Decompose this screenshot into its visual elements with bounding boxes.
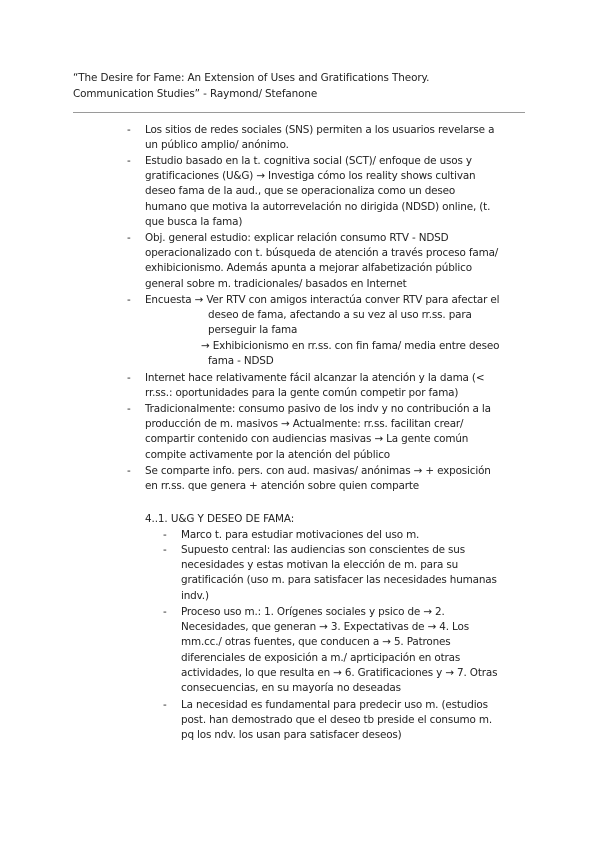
list-item-line: necesidades y estas motivan la elección de m. para su [181,559,459,572]
list-item-line: Tradicionalmente: consumo pasivo de los indv y no contribución a la [145,403,491,415]
list-item [181,543,497,604]
list-item-line: post. han demostrado que el deseo tb preside el consumo m. [181,714,492,727]
list-item-line: diferenciales de exposición a m./ aprticipación en otras [181,651,461,664]
list-item [145,371,484,401]
bullet-dash: - [163,699,167,711]
list-item [145,154,490,230]
list-item-line: Internet hace relativamente fácil alcanzar la atención y la dama (< [145,372,485,384]
list-item [145,231,498,292]
bullet-dash: - [163,544,167,556]
bullet-dash: - [163,606,167,618]
header-divider [73,112,525,113]
list-item [145,123,494,153]
list-item-line: exhibicionismo. Además apunta a mejorar alfabetización público [145,262,472,275]
list-item [181,605,497,696]
list-item-line: operacionalizado con t. búsqueda de atención a través proceso fama/ [145,247,499,260]
list-item-line: Encuesta → Ver RTV con amigos interactúa conver RTV para afectar el [145,294,500,306]
list-item-line: pq los ndv. los usan para satisfacer deseos) [181,729,402,742]
bullet-dash: - [127,155,131,167]
list-item-line: Se comparte info. pers. con aud. masivas/ anónimas → + exposición [145,465,491,477]
bullet-dash: - [127,465,131,477]
bullet-dash: - [127,232,131,244]
list-item-line: compite activamente por la atención del público [145,448,390,461]
list-item-line: gratificación (uso m. para satisfacer las necesidades humanas [181,574,497,587]
list-item-line: compartir contenido con audiencias masivas → La gente común [145,433,469,446]
list-item-line: Obj. general estudio: explicar relación consumo RTV - NDSD [145,232,449,244]
list-item-line: deseo de fama, afectando a su vez al uso rr.ss. para [208,309,472,322]
bullet-dash: - [127,403,131,415]
list-item-line: deseo fama de la aud., que se operacionaliza como un deseo [145,185,456,198]
document-header [73,71,543,102]
list-item-line: producción de m. masivos → Actualmente: rr.ss. facilitan crear/ [145,418,464,431]
list-item-line: mm.cc./ otras fuentes, que conducen a → 5. Patrones [181,636,451,649]
bullet-dash: - [127,294,131,306]
bullet-dash: - [127,372,131,384]
list-item-line: Estudio basado en la t. cognitiva social (SCT)/ enfoque de usos y [145,155,472,167]
list-item-line: fama - NDSD [208,354,274,367]
list-item-line: Necesidades, que generan → 3. Expectativas de → 4. Los [181,621,469,634]
list-item-line: Los sitios de redes sociales (SNS) permiten a los usuarios revelarse a [145,124,495,136]
list-item-line: que busca la fama) [145,215,243,228]
list-item-line: Marco t. para estudiar motivaciones del uso m. [181,529,420,541]
list-item-line: rr.ss.: oportunidades para la gente común competir por fama) [145,387,459,400]
list-item [145,402,491,463]
list-item-line: Supuesto central: las audiencias son conscientes de sus [181,544,466,556]
list-item-line: consecuencias, en su mayoría no deseadas [181,682,401,695]
header-line: Communication Studies” - Raymond/ Stefanone [73,87,318,100]
bullet-dash: - [127,124,131,136]
list-item-line: gratificaciones (U&G) → Investiga cómo los reality shows cultivan [145,170,476,183]
list-item [181,528,419,543]
list-item-line: indv.) [181,589,209,602]
bullet-dash: - [163,529,167,541]
list-item-line: La necesidad es fundamental para predecir uso m. (estudios [181,699,488,711]
list-item-line: general sobre m. tradicionales/ basados en Internet [145,277,407,290]
list-item-line: un público amplio/ anónimo. [145,139,289,152]
list-item-line: perseguir la fama [208,324,298,337]
list-item [145,293,499,369]
list-item [181,698,492,744]
header-line: “The Desire for Fame: An Extension of Uses and Gratifications Theory. [73,72,430,84]
list-item-line: → Exhibicionismo en rr.ss. con fin fama/ media entre deseo [201,339,500,352]
list-item-line: actividades, lo que resulta en → 6. Gratificaciones y → 7. Otras [181,666,498,679]
list-item-line: humano que motiva la autorrevelación no dirigida (NDSD) online, (t. [145,200,491,213]
list-item-line: en rr.ss. que genera + atención sobre quien comparte [145,480,420,493]
list-item-line: Proceso uso m.: 1. Orígenes sociales y psico de → 2. [181,606,445,618]
list-item [145,464,491,494]
section-heading: 4..1. U&G Y DESEO DE FAMA: [145,513,295,525]
